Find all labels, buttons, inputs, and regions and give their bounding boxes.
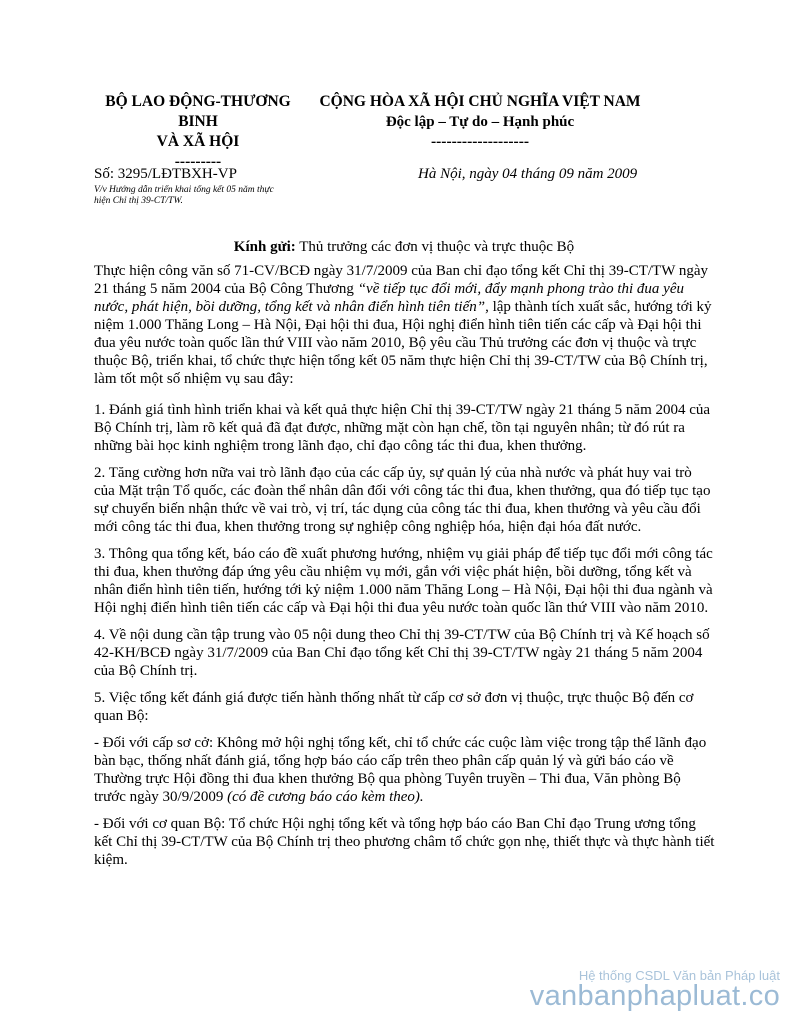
place-date: Hà Nội, ngày 04 tháng 09 năm 2009 (418, 166, 638, 182)
nation-title: CỘNG HÒA XÃ HỘI CHỦ NGHĨA VIỆT NAM (319, 93, 641, 110)
item-5: 5. Việc tổng kết đánh giá được tiến hành thống nhất từ cấp cơ sở đơn vị thuộc, trực thuộc Bộ đến cơ quan Bộ: (94, 690, 694, 724)
nation-motto: Độc lập – Tự do – Hạnh phúc (385, 114, 575, 130)
grassroots-note: (có đề cương báo cáo kèm theo). (227, 789, 424, 805)
grassroots-text: - Đối với cấp sơ cở: Không mở hội nghị tổng kết, chỉ tổ chức các cuộc làm việc trong tập thể lãnh đạo bàn bạc, thống nhất đánh giá, tổng hợp báo cáo cấp trên theo phân cấp quản lý và gửi báo cáo về Thường trực Hội đồng thi đua khen thưởng Bộ qua phòng Tuyên truyền – Thi đua, Văn phòng Bộ trước ngày 30/9/2009 (94, 735, 707, 805)
item-4: 4. Về nội dung cần tập trung vào 05 nội dung theo Chỉ thị 39-CT/TW của Bộ Chính trị và Kế hoạch số 42-KH/BCĐ ngày 31/7/2009 của Ban Chỉ đạo tổng kết Chỉ thị 39-CT/TW ngày 21 tháng 5 năm 2004 của Bộ Chính trị. (94, 627, 710, 679)
document-subject (94, 185, 309, 207)
issuing-agency (98, 92, 298, 172)
recipient-text: Thủ trưởng các đơn vị thuộc và trực thuộc Bộ (295, 239, 575, 255)
agency-line-2: BINH (178, 113, 218, 130)
document-body (94, 262, 716, 878)
document-number: Số: 3295/LĐTBXH-VP (94, 166, 237, 182)
subject-line-2: hiện Chỉ thị 39-CT/TW. (94, 196, 183, 206)
intro-quote: “về tiếp tục đổi mới, đẩy mạnh phong trào thi đua yêu nước, phát hiện, bồi dưỡng, tổng kết và nhân điển hình tiên tiến” (94, 281, 684, 315)
recipient-label: Kính gửi: (233, 239, 296, 255)
intro-text-2: , lập thành tích xuất sắc, hướng tới kỷ niệm 1.000 Thăng Long – Hà Nội, Đại hội thi đua, Hội nghị điển hình tiên tiến các cấp và Đại hội thi đua yêu nước toàn quốc lần thứ VIII vào năm 2010, Bộ yêu cầu Thủ trưởng các đơn vị thuộc và trực thuộc Bộ, triển khai, tổ chức thực hiện tổng kết 05 năm thực hiện Chỉ thị 39-CT/TW của Bộ Chính trị, làm tốt một số nhiệm vụ sau đây: (94, 299, 712, 387)
item-grassroots (94, 734, 716, 806)
agency-line-1: BỘ LAO ĐỘNG-THƯƠNG (105, 93, 291, 110)
nation-rule: ------------------- (430, 133, 530, 150)
agency-rule: --------- (174, 153, 222, 170)
intro-paragraph (94, 262, 716, 388)
item-3: 3. Thông qua tổng kết, báo cáo đề xuất phương hướng, nhiệm vụ giải pháp để tiếp tục đổi mới công tác thi đua, khen thưởng đáp ứng yêu cầu nhiệm vụ mới, gắn với việc phát hiện, bồi dưỡng, tổng kết và nhân điển hình tiên tiến, hướng tới kỷ niệm 1.000 năm Thăng Long – Hà Nội, Đại hội thi đua ngành và Hội nghị điển hình tiên tiến các cấp và Đại hội thi đua yêu nước toàn quốc lần thứ VIII vào năm 2010. (94, 546, 713, 616)
intro-text-1: Thực hiện công văn số 71-CV/BCĐ ngày 31/7/2009 của Ban chỉ đạo tổng kết Chỉ thị 39-CT/TW ngày 21 tháng 5 năm 2004 của Bộ Công Thương (94, 263, 709, 297)
item-1: 1. Đánh giá tình hình triển khai và kết quả thực hiện Chỉ thị 39-CT/TW ngày 21 tháng 5 năm 2004 của Bộ Chính trị, làm rõ kết quả đã đạt được, những mặt còn hạn chế, tồn tại nguyên nhân; từ đó rút ra những bài học kinh nghiệm trong lãnh đạo, chỉ đạo công tác thi đua, khen thưởng. (94, 402, 711, 454)
watermark-site: vanbanphapluat.co (529, 980, 780, 1012)
watermark-caption: Hệ thống CSDL Văn bản Pháp luật (578, 968, 780, 983)
item-ministry: - Đối với cơ quan Bộ: Tổ chức Hội nghị tổng kết và tổng hợp báo cáo Ban Chỉ đạo Trung ương tổng kết Chỉ thị 39-CT/TW của Bộ Chính trị theo phương châm tổ chức gọn nhẹ, thiết thực và thực hành tiết kiệm. (94, 816, 715, 868)
recipient-line (94, 239, 714, 256)
subject-line-1: V/v Hướng dẫn triển khai tổng kết 05 năm thực (94, 185, 274, 195)
national-header (300, 92, 660, 152)
agency-line-3: VÀ XÃ HỘI (156, 133, 240, 150)
item-2: 2. Tăng cường hơn nữa vai trò lãnh đạo của các cấp ủy, sự quản lý của nhà nước và phát huy vai trò của Mặt trận Tổ quốc, các đoàn thể nhân dân đối với công tác thi đua, khen thưởng, qua đó tiếp tục tạo sự chuyển biến nhận thức về vai trò, vị trí, tác dụng của công tác thi đua, khen thưởng và yêu cầu đổi mới công tác thi đua, khen thưởng trong sự nghiệp công nghiệp hóa, hiện đại hóa đất nước. (94, 465, 711, 535)
